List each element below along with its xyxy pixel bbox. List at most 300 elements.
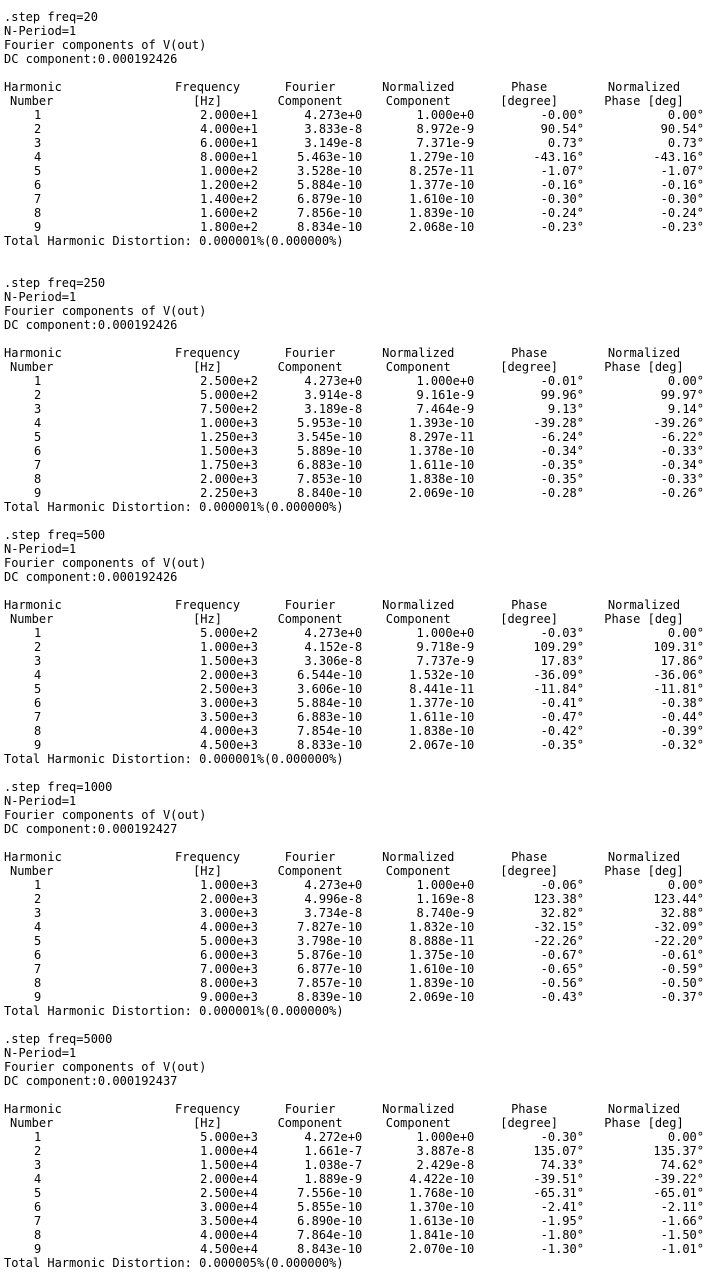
normalized-phase: -0.23° xyxy=(660,220,704,234)
header-norm-component: Component xyxy=(385,612,451,626)
header-normalized: Normalized xyxy=(382,80,455,94)
header-phase-deg: Phase [deg] xyxy=(604,612,684,626)
dc-component: DC component:0.000192437 xyxy=(4,1074,178,1088)
normalized-phase: -11.81° xyxy=(653,682,704,696)
table-row xyxy=(4,122,704,136)
harmonic-number: 2 xyxy=(34,640,42,654)
harmonic-number: 8 xyxy=(34,1228,42,1242)
fourier-title: Fourier components of V(out) xyxy=(4,808,207,822)
harmonic-number: 9 xyxy=(34,990,42,1004)
fourier-component: 4.273e+0 xyxy=(304,108,363,122)
normalized-component: 1.377e-10 xyxy=(409,178,475,192)
fourier-component: 8.833e-10 xyxy=(297,738,363,752)
phase: -0.35° xyxy=(540,472,584,486)
phase: -11.84° xyxy=(533,682,584,696)
fourier-component: 3.606e-10 xyxy=(297,682,363,696)
phase: -1.95° xyxy=(540,1214,584,1228)
phase: -0.35° xyxy=(540,458,584,472)
header-number: Number xyxy=(10,1116,54,1130)
table-row xyxy=(4,976,704,990)
normalized-phase: 123.44° xyxy=(653,892,704,906)
table-row xyxy=(4,1186,704,1200)
frequency: 2.000e+3 xyxy=(200,892,258,906)
phase: -0.41° xyxy=(540,696,584,710)
normalized-phase: 0.00° xyxy=(667,374,704,388)
phase: -0.47° xyxy=(540,710,584,724)
table-row xyxy=(4,640,704,654)
normalized-phase: -43.16° xyxy=(653,150,704,164)
normalized-phase: -1.50° xyxy=(660,1228,704,1242)
table-row xyxy=(4,962,704,976)
header-component: Component xyxy=(277,360,343,374)
header-phase-deg: Phase [deg] xyxy=(604,360,684,374)
header-normalized: Normalized xyxy=(382,850,455,864)
frequency: 4.000e+3 xyxy=(200,920,258,934)
harmonic-number: 6 xyxy=(34,1200,42,1214)
normalized-component: 1.613e-10 xyxy=(409,1214,475,1228)
header-normalized-phase: Normalized xyxy=(607,80,681,94)
fourier-component: 3.528e-10 xyxy=(297,164,363,178)
dc-component: DC component:0.000192426 xyxy=(4,52,178,66)
table-row xyxy=(4,220,704,234)
header-fourier: Fourier xyxy=(284,850,336,864)
table-header-row xyxy=(4,612,704,626)
table-row xyxy=(4,682,704,696)
normalized-phase: -65.01° xyxy=(653,1186,704,1200)
normalized-component: 1.378e-10 xyxy=(409,444,475,458)
phase: -1.30° xyxy=(540,1242,584,1256)
normalized-component: 1.000e+0 xyxy=(416,374,475,388)
table-row xyxy=(4,416,704,430)
header-harmonic: Harmonic xyxy=(4,80,62,94)
harmonic-number: 5 xyxy=(34,430,42,444)
frequency: 5.000e+3 xyxy=(200,934,258,948)
thd-line: Total Harmonic Distortion: 0.000005%(0.000000%) xyxy=(4,1256,344,1270)
header-harmonic: Harmonic xyxy=(4,1102,62,1116)
phase: -0.06° xyxy=(540,878,584,892)
table-row xyxy=(4,458,704,472)
header-normalized: Normalized xyxy=(382,1102,455,1116)
frequency: 1.600e+2 xyxy=(200,206,258,220)
phase: 32.82° xyxy=(540,906,584,920)
table-row xyxy=(4,430,704,444)
phase: 17.83° xyxy=(540,654,584,668)
table-row xyxy=(4,654,704,668)
normalized-component: 1.000e+0 xyxy=(416,626,475,640)
table-row xyxy=(4,738,704,752)
phase: -39.51° xyxy=(533,1172,584,1186)
fourier-component: 5.953e-10 xyxy=(297,416,363,430)
normalized-component: 1.611e-10 xyxy=(409,458,475,472)
harmonic-number: 6 xyxy=(34,444,42,458)
normalized-component: 1.000e+0 xyxy=(416,1130,475,1144)
header-fourier: Fourier xyxy=(284,346,336,360)
fourier-component: 7.854e-10 xyxy=(297,724,363,738)
frequency: 1.500e+4 xyxy=(200,1158,258,1172)
header-phase: Phase xyxy=(511,80,548,94)
harmonic-number: 2 xyxy=(34,1144,42,1158)
harmonic-number: 4 xyxy=(34,1172,42,1186)
header-norm-component: Component xyxy=(385,360,451,374)
frequency: 1.000e+3 xyxy=(200,640,258,654)
phase: 74.33° xyxy=(540,1158,584,1172)
normalized-component: 1.610e-10 xyxy=(409,962,475,976)
normalized-phase: 0.00° xyxy=(667,626,704,640)
normalized-phase: -22.20° xyxy=(653,934,704,948)
phase: 90.54° xyxy=(540,122,584,136)
fourier-component: 6.544e-10 xyxy=(297,668,363,682)
header-hz: [Hz] xyxy=(193,612,222,626)
fourier-component: 5.884e-10 xyxy=(297,696,363,710)
fourier-component: 4.152e-8 xyxy=(304,640,363,654)
table-header-row xyxy=(4,1116,704,1130)
normalized-component: 7.737e-9 xyxy=(416,654,475,668)
fourier-title: Fourier components of V(out) xyxy=(4,38,207,52)
harmonic-table xyxy=(4,850,704,1004)
normalized-component: 3.887e-8 xyxy=(416,1144,475,1158)
table-row xyxy=(4,1144,704,1158)
fourier-component: 3.734e-8 xyxy=(304,906,363,920)
frequency: 3.500e+4 xyxy=(200,1214,258,1228)
normalized-component: 2.429e-8 xyxy=(416,1158,475,1172)
table-header-row xyxy=(4,80,704,94)
phase: -0.34° xyxy=(540,444,584,458)
fourier-component: 3.833e-8 xyxy=(304,122,363,136)
fourier-component: 4.273e+0 xyxy=(304,374,363,388)
harmonic-number: 5 xyxy=(34,682,42,696)
normalized-component: 7.464e-9 xyxy=(416,402,475,416)
fourier-component: 5.884e-10 xyxy=(297,178,363,192)
normalized-phase: -0.33° xyxy=(660,444,704,458)
harmonic-number: 4 xyxy=(34,150,42,164)
header-normalized: Normalized xyxy=(382,346,455,360)
header-number: Number xyxy=(10,864,54,878)
fourier-component: 4.273e+0 xyxy=(304,878,363,892)
frequency: 1.800e+2 xyxy=(200,220,258,234)
harmonic-table xyxy=(4,1102,704,1256)
phase: -0.42° xyxy=(540,724,584,738)
normalized-phase: 90.54° xyxy=(660,122,704,136)
normalized-component: 1.375e-10 xyxy=(409,948,475,962)
phase: -0.65° xyxy=(540,962,584,976)
n-period-label: N-Period=1 xyxy=(4,1046,77,1060)
fourier-component: 3.545e-10 xyxy=(297,430,363,444)
header-harmonic: Harmonic xyxy=(4,346,62,360)
header-phase: Phase xyxy=(511,1102,548,1116)
table-row xyxy=(4,948,704,962)
thd-line: Total Harmonic Distortion: 0.000001%(0.000000%) xyxy=(4,752,344,766)
harmonic-number: 7 xyxy=(34,458,42,472)
header-number: Number xyxy=(10,360,54,374)
harmonic-number: 3 xyxy=(34,402,42,416)
harmonic-number: 6 xyxy=(34,948,42,962)
header-degree: [degree] xyxy=(500,1116,559,1130)
frequency: 7.000e+3 xyxy=(200,962,258,976)
table-header-row xyxy=(4,1102,704,1116)
header-norm-component: Component xyxy=(385,1116,451,1130)
harmonic-table xyxy=(4,346,704,500)
normalized-component: 2.069e-10 xyxy=(409,486,475,500)
normalized-component: 1.377e-10 xyxy=(409,696,475,710)
header-number: Number xyxy=(10,94,54,108)
normalized-component: 1.832e-10 xyxy=(409,920,475,934)
table-row xyxy=(4,206,704,220)
phase: -6.24° xyxy=(540,430,584,444)
normalized-phase: -0.59° xyxy=(660,962,704,976)
harmonic-number: 1 xyxy=(34,626,42,640)
frequency: 2.500e+2 xyxy=(200,374,258,388)
phase: -0.23° xyxy=(540,220,584,234)
harmonic-number: 4 xyxy=(34,416,42,430)
fourier-title: Fourier components of V(out) xyxy=(4,304,207,318)
header-phase: Phase xyxy=(511,598,548,612)
frequency: 6.000e+3 xyxy=(200,948,258,962)
thd-line: Total Harmonic Distortion: 0.000001%(0.000000%) xyxy=(4,1004,344,1018)
frequency: 4.000e+1 xyxy=(200,122,258,136)
fourier-component: 5.889e-10 xyxy=(297,444,363,458)
frequency: 4.500e+3 xyxy=(200,738,258,752)
table-header-row xyxy=(4,598,704,612)
normalized-phase: -0.30° xyxy=(660,192,704,206)
fourier-component: 3.149e-8 xyxy=(304,136,363,150)
harmonic-number: 6 xyxy=(34,696,42,710)
header-normalized-phase: Normalized xyxy=(607,1102,681,1116)
table-row xyxy=(4,402,704,416)
header-component: Component xyxy=(277,94,343,108)
header-harmonic: Harmonic xyxy=(4,850,62,864)
normalized-phase: -0.50° xyxy=(660,976,704,990)
harmonic-number: 3 xyxy=(34,654,42,668)
frequency: 5.000e+3 xyxy=(200,1130,258,1144)
header-harmonic: Harmonic xyxy=(4,598,62,612)
dc-component: DC component:0.000192426 xyxy=(4,318,178,332)
harmonic-number: 2 xyxy=(34,892,42,906)
table-row xyxy=(4,1158,704,1172)
step-block xyxy=(4,1032,704,1270)
fourier-component: 8.839e-10 xyxy=(297,990,363,1004)
normalized-component: 1.610e-10 xyxy=(409,192,475,206)
harmonic-number: 8 xyxy=(34,724,42,738)
table-row xyxy=(4,920,704,934)
fourier-component: 6.877e-10 xyxy=(297,962,363,976)
fourier-component: 5.855e-10 xyxy=(297,1200,363,1214)
normalized-phase: -0.44° xyxy=(660,710,704,724)
header-hz: [Hz] xyxy=(193,360,222,374)
frequency: 4.000e+3 xyxy=(200,724,258,738)
harmonic-number: 9 xyxy=(34,220,42,234)
fourier-component: 6.890e-10 xyxy=(297,1214,363,1228)
frequency: 1.000e+4 xyxy=(200,1144,258,1158)
normalized-component: 8.441e-11 xyxy=(409,682,475,696)
header-component: Component xyxy=(277,864,343,878)
table-row xyxy=(4,192,704,206)
normalized-phase: -6.22° xyxy=(660,430,704,444)
header-degree: [degree] xyxy=(500,94,559,108)
normalized-phase: -1.01° xyxy=(660,1242,704,1256)
phase: 9.13° xyxy=(547,402,584,416)
normalized-phase: 17.86° xyxy=(660,654,704,668)
normalized-phase: -0.16° xyxy=(660,178,704,192)
normalized-component: 9.718e-9 xyxy=(416,640,475,654)
frequency: 2.000e+3 xyxy=(200,668,258,682)
harmonic-number: 7 xyxy=(34,710,42,724)
table-row xyxy=(4,486,704,500)
table-header-row xyxy=(4,864,704,878)
fourier-component: 6.879e-10 xyxy=(297,192,363,206)
frequency: 1.000e+3 xyxy=(200,878,258,892)
normalized-phase: -0.61° xyxy=(660,948,704,962)
phase: -0.30° xyxy=(540,192,584,206)
header-frequency: Frequency xyxy=(175,80,241,94)
harmonic-number: 9 xyxy=(34,486,42,500)
harmonic-number: 7 xyxy=(34,192,42,206)
harmonic-number: 1 xyxy=(34,878,42,892)
fourier-component: 7.827e-10 xyxy=(297,920,363,934)
fourier-component: 6.883e-10 xyxy=(297,710,363,724)
normalized-phase: 74.62° xyxy=(660,1158,704,1172)
normalized-component: 8.972e-9 xyxy=(416,122,475,136)
header-degree: [degree] xyxy=(500,864,559,878)
header-hz: [Hz] xyxy=(193,94,222,108)
normalized-phase: 0.00° xyxy=(667,1130,704,1144)
header-fourier: Fourier xyxy=(284,598,336,612)
harmonic-number: 5 xyxy=(34,1186,42,1200)
table-row xyxy=(4,696,704,710)
header-fourier: Fourier xyxy=(284,80,336,94)
fourier-component: 6.883e-10 xyxy=(297,458,363,472)
harmonic-number: 9 xyxy=(34,1242,42,1256)
table-row xyxy=(4,388,704,402)
frequency: 1.400e+2 xyxy=(200,192,258,206)
normalized-component: 1.169e-8 xyxy=(416,892,475,906)
normalized-phase: -39.22° xyxy=(653,1172,704,1186)
header-norm-component: Component xyxy=(385,94,451,108)
fourier-component: 8.840e-10 xyxy=(297,486,363,500)
header-phase-deg: Phase [deg] xyxy=(604,864,684,878)
fourier-component: 3.914e-8 xyxy=(304,388,363,402)
table-row xyxy=(4,1214,704,1228)
normalized-phase: -0.37° xyxy=(660,990,704,1004)
table-row xyxy=(4,990,704,1004)
phase: 99.96° xyxy=(540,388,584,402)
normalized-component: 2.070e-10 xyxy=(409,1242,475,1256)
header-phase: Phase xyxy=(511,346,548,360)
fourier-log-output xyxy=(4,10,704,1270)
frequency: 3.000e+4 xyxy=(200,1200,258,1214)
harmonic-number: 7 xyxy=(34,1214,42,1228)
normalized-phase: 99.97° xyxy=(660,388,704,402)
normalized-phase: 9.14° xyxy=(667,402,704,416)
normalized-component: 1.841e-10 xyxy=(409,1228,475,1242)
fourier-component: 1.889e-9 xyxy=(304,1172,363,1186)
step-block xyxy=(4,10,704,276)
step-block xyxy=(4,528,704,780)
fourier-title: Fourier components of V(out) xyxy=(4,1060,207,1074)
normalized-phase: 32.88° xyxy=(660,906,704,920)
fourier-component: 4.996e-8 xyxy=(304,892,363,906)
table-row xyxy=(4,626,704,640)
table-header-row xyxy=(4,850,704,864)
frequency: 4.500e+4 xyxy=(200,1242,258,1256)
fourier-title: Fourier components of V(out) xyxy=(4,556,207,570)
fourier-component: 5.463e-10 xyxy=(297,150,363,164)
table-row xyxy=(4,1130,704,1144)
frequency: 2.000e+1 xyxy=(200,108,258,122)
n-period-label: N-Period=1 xyxy=(4,794,77,808)
header-frequency: Frequency xyxy=(175,346,241,360)
normalized-component: 1.279e-10 xyxy=(409,150,475,164)
frequency: 1.200e+2 xyxy=(200,178,258,192)
header-phase-deg: Phase [deg] xyxy=(604,1116,684,1130)
fourier-component: 3.798e-10 xyxy=(297,934,363,948)
header-normalized-phase: Normalized xyxy=(607,346,681,360)
header-frequency: Frequency xyxy=(175,598,241,612)
normalized-component: 2.069e-10 xyxy=(409,990,475,1004)
frequency: 2.000e+3 xyxy=(200,472,258,486)
normalized-component: 7.371e-9 xyxy=(416,136,475,150)
normalized-component: 8.888e-11 xyxy=(409,934,475,948)
phase: -36.09° xyxy=(533,668,584,682)
fourier-component: 7.857e-10 xyxy=(297,976,363,990)
frequency: 5.000e+2 xyxy=(200,626,258,640)
header-component: Component xyxy=(277,1116,343,1130)
fourier-component: 5.876e-10 xyxy=(297,948,363,962)
table-row xyxy=(4,668,704,682)
normalized-phase: -1.66° xyxy=(660,1214,704,1228)
harmonic-number: 6 xyxy=(34,178,42,192)
table-row xyxy=(4,178,704,192)
normalized-component: 2.067e-10 xyxy=(409,738,475,752)
normalized-phase: -0.24° xyxy=(660,206,704,220)
phase: -0.30° xyxy=(540,1130,584,1144)
fourier-component: 3.306e-8 xyxy=(304,654,363,668)
normalized-component: 1.532e-10 xyxy=(409,668,475,682)
table-row xyxy=(4,710,704,724)
phase: 123.38° xyxy=(533,892,584,906)
normalized-component: 8.257e-11 xyxy=(409,164,475,178)
table-row xyxy=(4,1172,704,1186)
normalized-phase: 0.00° xyxy=(667,878,704,892)
header-frequency: Frequency xyxy=(175,1102,241,1116)
step-label: .step freq=500 xyxy=(4,528,106,542)
header-hz: [Hz] xyxy=(193,1116,222,1130)
phase: -0.01° xyxy=(540,374,584,388)
fourier-component: 4.273e+0 xyxy=(304,626,363,640)
step-block xyxy=(4,780,704,1032)
normalized-component: 1.611e-10 xyxy=(409,710,475,724)
normalized-component: 1.838e-10 xyxy=(409,472,475,486)
harmonic-number: 5 xyxy=(34,934,42,948)
phase: -0.24° xyxy=(540,206,584,220)
table-row xyxy=(4,906,704,920)
header-frequency: Frequency xyxy=(175,850,241,864)
harmonic-number: 2 xyxy=(34,388,42,402)
phase: -2.41° xyxy=(540,1200,584,1214)
normalized-component: 1.000e+0 xyxy=(416,878,475,892)
harmonic-number: 8 xyxy=(34,976,42,990)
fourier-component: 1.038e-7 xyxy=(304,1158,363,1172)
phase: -0.56° xyxy=(540,976,584,990)
frequency: 2.500e+3 xyxy=(200,682,258,696)
normalized-component: 2.068e-10 xyxy=(409,220,475,234)
normalized-component: 1.839e-10 xyxy=(409,976,475,990)
frequency: 8.000e+1 xyxy=(200,150,258,164)
phase: -0.43° xyxy=(540,990,584,1004)
harmonic-number: 7 xyxy=(34,962,42,976)
normalized-phase: 135.37° xyxy=(653,1144,704,1158)
header-component: Component xyxy=(277,612,343,626)
table-row xyxy=(4,1242,704,1256)
